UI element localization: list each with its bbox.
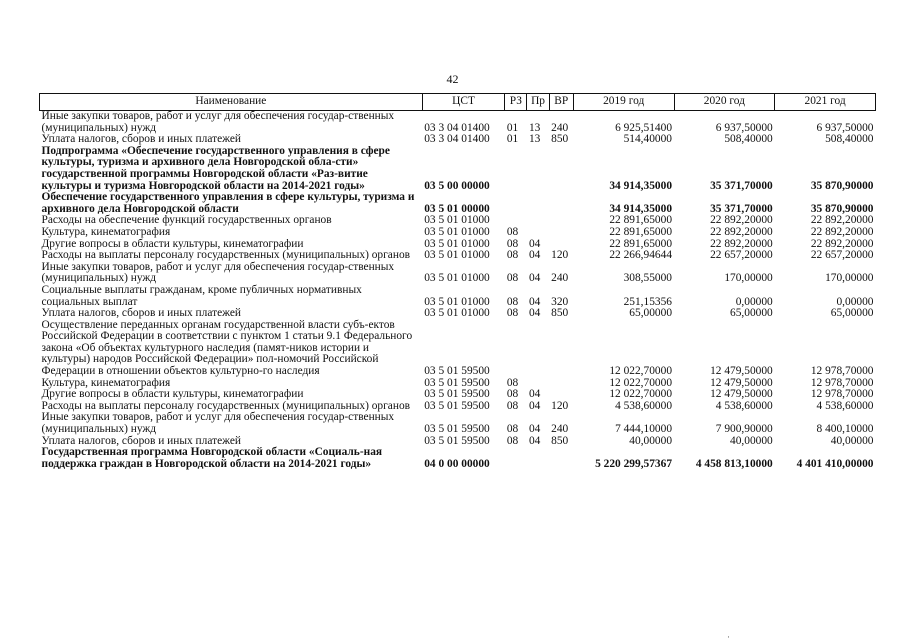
cell-vr: 240 xyxy=(551,121,569,134)
cell-2021: 35 870,90000 xyxy=(810,202,874,215)
cell-2021: 508,40000 xyxy=(825,133,874,146)
cell-cst: 03 5 01 01000 xyxy=(424,237,490,250)
cell-2020: 4 538,60000 xyxy=(715,399,773,412)
cell-2020: 65,00000 xyxy=(730,307,773,320)
cell-vr xyxy=(549,447,573,470)
table-row xyxy=(40,192,876,215)
cell-cst: 03 5 01 01000 xyxy=(424,307,490,320)
cell-2021: 65,00000 xyxy=(830,307,874,320)
cell-cst: 03 5 01 00000 xyxy=(424,202,490,215)
cell-2019: 40,00000 xyxy=(629,434,673,447)
cell-rz: 08 xyxy=(506,272,519,285)
cell-2020: 170,00000 xyxy=(724,272,773,285)
cell-name: Иные закупки товаров, работ и услуг для обеспечения государ-ственных (муниципальных) нужд xyxy=(41,411,395,436)
cell-name: Осуществление переданных органам государственной власти субъ-ектов Российской Федерации в соответствии с пунктом 1 статьи 9.1 Федерального закона «Об объектах культурного наследия (памят-ников истории и культуры) народов Российской Федерации» пол-номочий Российской Федерации в отношении объектов культурно-го наследия xyxy=(41,318,413,378)
cell-2019: 34 914,35000 xyxy=(609,179,673,192)
cell-rz xyxy=(505,192,527,215)
cell-2021: 0,00000 xyxy=(836,295,874,308)
cell-rz: 01 xyxy=(506,121,519,134)
cell-name: Социальные выплаты гражданам, кроме публичных нормативных социальных выплат xyxy=(41,283,362,308)
cell-cst: 03 5 01 01000 xyxy=(424,225,490,238)
cell-2021: 22 657,20000 xyxy=(810,249,874,262)
cell-pr: 04 xyxy=(528,423,541,436)
cell-rz: 08 xyxy=(506,434,519,447)
cell-rz: 08 xyxy=(506,237,519,250)
cell-cst: 03 5 01 59500 xyxy=(424,365,490,378)
cell-2019: 22 891,65000 xyxy=(609,214,673,227)
table-row xyxy=(40,308,876,320)
cell-pr: 13 xyxy=(528,133,541,146)
cell-vr xyxy=(549,192,573,215)
cell-name: Государственная программа Новгородской области «Социаль-ная поддержка граждан в Новгородской области на 2014-2021 годы» xyxy=(41,446,383,470)
cell-cst: 03 5 01 01000 xyxy=(424,295,490,308)
table-row xyxy=(40,262,876,285)
cell-cst: 04 0 00 00000 xyxy=(424,457,490,470)
header-name: Наименование xyxy=(40,94,423,111)
cell-rz: 01 xyxy=(506,133,519,146)
cell-2019: 22 266,94644 xyxy=(609,249,673,262)
cell-name: Другие вопросы в области культуры, кинематографии xyxy=(41,388,304,401)
cell-vr: 240 xyxy=(551,423,569,436)
header-pr: Пр xyxy=(527,94,549,111)
table-row xyxy=(40,146,876,192)
cell-2021: 22 892,20000 xyxy=(810,225,874,238)
cell-2019: 12 022,70000 xyxy=(609,365,673,378)
table-row xyxy=(40,320,876,378)
budget-table xyxy=(39,93,876,470)
header-2019: 2019 год xyxy=(573,94,674,111)
cell-2020: 12 479,50000 xyxy=(710,388,773,401)
cell-pr: 04 xyxy=(528,249,541,262)
cell-cst: 03 3 04 01400 xyxy=(424,121,490,134)
cell-pr: 13 xyxy=(528,121,541,134)
cell-name: Расходы на выплаты персоналу государственных (муниципальных) органов xyxy=(41,399,411,412)
cell-2020: 12 479,50000 xyxy=(710,365,773,378)
cell-vr: 320 xyxy=(551,295,569,308)
cell-2021: 6 937,50000 xyxy=(816,121,874,134)
cell-vr: 850 xyxy=(551,307,569,320)
cell-vr xyxy=(549,378,573,390)
cell-pr: 04 xyxy=(528,399,541,412)
cell-name: Уплата налогов, сборов и иных платежей xyxy=(41,133,241,146)
cell-2021: 4 401 410,00000 xyxy=(796,457,874,470)
cell-2020: 508,40000 xyxy=(724,133,773,146)
cell-name: Подпрограмма «Обеспечение государственного управления в сфере культуры, туризма и архивного дела Новгородской обла-сти» государственной программы Новгородской области «Раз-витие культуры и туризма Новгородской области на 2014-2021 годы» xyxy=(41,144,390,192)
cell-2020: 4 458 813,10000 xyxy=(695,457,773,470)
cell-cst: 03 5 01 59500 xyxy=(424,399,490,412)
cell-cst: 03 5 01 01000 xyxy=(424,214,490,227)
table-row xyxy=(40,447,876,470)
header-rz: РЗ xyxy=(505,94,527,111)
cell-pr xyxy=(527,320,549,378)
cell-pr: 04 xyxy=(528,388,541,401)
cell-vr xyxy=(549,146,573,192)
cell-name: Другие вопросы в области культуры, кинематографии xyxy=(41,237,304,250)
cell-2021: 22 892,20000 xyxy=(810,237,874,250)
cell-2021: 12 978,70000 xyxy=(810,365,874,378)
cell-2021: 12 978,70000 xyxy=(810,388,874,401)
cell-2021: 4 538,60000 xyxy=(816,399,874,412)
cell-2021: 12 978,70000 xyxy=(810,376,874,389)
cell-pr: 04 xyxy=(528,237,541,250)
corner-mark: · xyxy=(727,632,730,642)
cell-rz: 08 xyxy=(506,376,519,389)
cell-vr: 120 xyxy=(551,249,569,262)
cell-pr xyxy=(527,146,549,192)
cell-rz: 08 xyxy=(506,399,519,412)
cell-vr xyxy=(549,215,573,227)
cell-2020: 22 892,20000 xyxy=(710,237,773,250)
header-2020: 2020 год xyxy=(674,94,775,111)
cell-2019: 22 891,65000 xyxy=(609,237,673,250)
header-vr: ВР xyxy=(549,94,573,111)
cell-2019: 22 891,65000 xyxy=(609,225,673,238)
cell-vr xyxy=(549,227,573,239)
cell-2019: 4 538,60000 xyxy=(615,399,673,412)
cell-cst: 03 5 01 59500 xyxy=(424,388,490,401)
table-row xyxy=(40,412,876,435)
header-2021: 2021 год xyxy=(775,94,876,111)
table-row xyxy=(40,250,876,262)
cell-vr: 120 xyxy=(551,399,569,412)
cell-cst: 03 5 00 00000 xyxy=(424,179,490,192)
cell-rz: 08 xyxy=(506,225,519,238)
cell-2021: 35 870,90000 xyxy=(810,179,874,192)
cell-pr: 04 xyxy=(528,307,541,320)
cell-2019: 34 914,35000 xyxy=(609,202,673,215)
cell-2019: 308,55000 xyxy=(623,272,673,285)
cell-vr xyxy=(549,320,573,378)
table-body xyxy=(40,111,876,471)
table-row xyxy=(40,111,876,135)
header-cst: ЦСТ xyxy=(422,94,505,111)
cell-2020: 22 892,20000 xyxy=(710,225,773,238)
cell-name: Культура, кинематография xyxy=(41,225,171,238)
cell-2021: 170,00000 xyxy=(825,272,874,285)
cell-2020: 22 657,20000 xyxy=(710,249,773,262)
cell-2019: 7 444,10000 xyxy=(615,423,673,436)
table-row xyxy=(40,285,876,308)
cell-2020: 40,00000 xyxy=(730,434,773,447)
cell-pr: 04 xyxy=(528,295,541,308)
cell-2019: 12 022,70000 xyxy=(609,388,673,401)
cell-2021: 40,00000 xyxy=(830,434,874,447)
cell-cst: 03 5 01 59500 xyxy=(424,434,490,447)
cell-cst: 03 5 01 01000 xyxy=(424,272,490,285)
cell-2020: 35 371,70000 xyxy=(710,202,773,215)
cell-pr xyxy=(527,447,549,470)
cell-2019: 251,15356 xyxy=(623,295,673,308)
table-header-row xyxy=(40,94,876,111)
cell-name: Иные закупки товаров, работ и услуг для обеспечения государ-ственных (муниципальных) нужд xyxy=(41,110,395,134)
cell-2019: 65,00000 xyxy=(629,307,673,320)
cell-cst: 03 5 01 59500 xyxy=(424,423,490,436)
cell-vr: 850 xyxy=(551,133,569,146)
cell-pr: 04 xyxy=(528,272,541,285)
cell-name: Культура, кинематография xyxy=(41,376,171,389)
cell-name: Уплата налогов, сборов и иных платежей xyxy=(41,307,241,320)
cell-pr xyxy=(527,192,549,215)
cell-rz xyxy=(505,320,527,378)
cell-2020: 12 479,50000 xyxy=(710,376,773,389)
cell-name: Расходы на обеспечение функций государственных органов xyxy=(41,214,332,227)
cell-pr xyxy=(527,215,549,227)
cell-2021: 8 400,10000 xyxy=(816,423,874,436)
cell-name: Расходы на выплаты персоналу государственных (муниципальных) органов xyxy=(41,249,411,262)
cell-2019: 6 925,51400 xyxy=(615,121,673,134)
cell-cst: 03 5 01 01000 xyxy=(424,249,490,262)
cell-2020: 7 900,90000 xyxy=(715,423,773,436)
cell-2020: 35 371,70000 xyxy=(710,179,773,192)
page-number: 42 xyxy=(446,72,459,86)
cell-vr: 850 xyxy=(551,434,569,447)
cell-rz: 08 xyxy=(506,295,519,308)
cell-2021: 22 892,20000 xyxy=(810,214,874,227)
cell-2020: 6 937,50000 xyxy=(715,121,773,134)
cell-rz: 08 xyxy=(506,388,519,401)
cell-name: Уплата налогов, сборов и иных платежей xyxy=(41,434,241,447)
cell-vr: 240 xyxy=(551,272,569,285)
cell-name: Обеспечение государственного управления в сфере культуры, туризма и архивного дела Новгородской области xyxy=(41,191,415,215)
table-row xyxy=(40,227,876,239)
cell-rz: 08 xyxy=(506,423,519,436)
cell-pr: 04 xyxy=(528,434,541,447)
cell-rz xyxy=(505,146,527,192)
cell-2019: 514,40000 xyxy=(623,133,673,146)
cell-2019: 5 220 299,57367 xyxy=(595,457,673,470)
cell-2020: 22 892,20000 xyxy=(710,214,773,227)
cell-cst: 03 5 01 59500 xyxy=(424,376,490,389)
cell-2020: 0,00000 xyxy=(735,295,773,308)
cell-cst: 03 3 04 01400 xyxy=(424,133,490,146)
cell-rz: 08 xyxy=(506,307,519,320)
cell-name: Иные закупки товаров, работ и услуг для обеспечения государ-ственных (муниципальных) нужд xyxy=(41,260,395,285)
cell-pr xyxy=(527,227,549,239)
cell-2019: 12 022,70000 xyxy=(609,376,673,389)
cell-rz xyxy=(505,447,527,470)
cell-rz: 08 xyxy=(506,249,519,262)
